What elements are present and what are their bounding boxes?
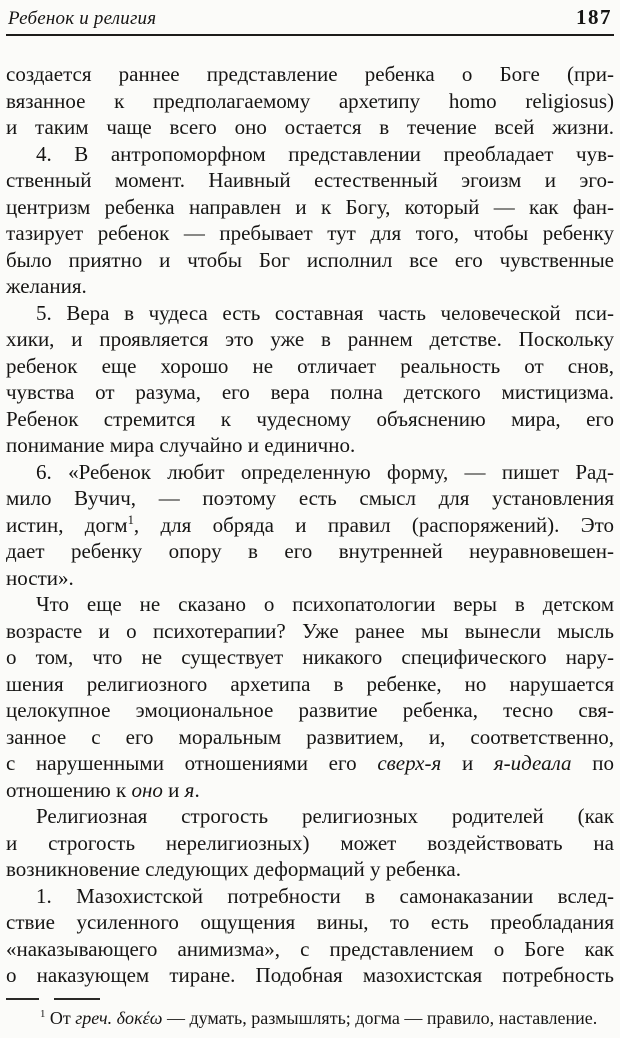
text-line	[6, 459, 614, 486]
page-number: 187	[576, 5, 612, 29]
text-line	[6, 856, 614, 883]
text-segment: хики, и проявляется это уже в раннем детстве. Поскольку	[6, 327, 614, 351]
text-line	[6, 565, 614, 592]
text-segment: я	[184, 777, 195, 802]
text-segment: ствие усиленного ощущения вины, то есть преобладания	[6, 910, 614, 934]
text-segment: Религиозная строгость религиозных родителей (как	[36, 804, 614, 828]
text-segment: с нарушенными отношениями его	[6, 751, 378, 775]
paragraph	[6, 591, 614, 803]
text-segment: шения религиозного архетипа в ребенке, но нарушается	[6, 671, 614, 696]
text-line	[6, 618, 614, 645]
text-segment: и таким чаще всего оно остается в течение всей жизни.	[6, 115, 614, 139]
text-line	[6, 220, 614, 247]
paragraph	[6, 300, 614, 459]
text-segment: .	[194, 777, 200, 802]
text-segment: отношению к	[6, 777, 132, 802]
text-segment: мило Вучич, — поэтому есть смысл для установления	[6, 486, 614, 510]
text-line	[6, 141, 614, 168]
text-segment: было приятно и чтобы Бог исполнил все его чувственные	[6, 247, 614, 272]
text-line	[6, 432, 614, 459]
text-line	[6, 830, 614, 857]
text-segment: истин, догм	[6, 512, 128, 537]
text-line	[6, 644, 614, 671]
text-segment: создается раннее представление ребенка о Боге (при-	[6, 62, 614, 86]
text-segment: — думать, размышлять; догма — правило, наставление.	[162, 1007, 598, 1028]
separator-dash	[54, 998, 100, 1000]
text-segment: тазирует ребенок — пребывает тут для того, чтобы ребенку	[6, 221, 614, 245]
separator-dash	[6, 998, 39, 1000]
text-line	[6, 326, 614, 353]
paragraph	[6, 803, 614, 883]
text-line	[6, 750, 614, 777]
text-line	[6, 353, 614, 380]
text-line	[6, 724, 614, 751]
text-segment: чувства от разума, его вера полна детского мистицизма.	[6, 380, 614, 404]
footnote-text	[6, 1007, 614, 1030]
text-line	[6, 512, 614, 539]
text-line	[6, 936, 614, 963]
text-segment: дает ребенку опору в его внутренней неуравновешен-	[6, 539, 614, 563]
text-line	[6, 591, 614, 618]
text-line	[6, 406, 614, 433]
text-segment: греч.	[75, 1007, 113, 1028]
text-segment: о том, что не существует никакого специфического нару-	[6, 645, 614, 669]
text-line	[6, 485, 614, 512]
text-segment: 1. Мазохистской потребности в самонаказании вслед-	[36, 883, 614, 908]
footnote-marker: 1	[40, 1007, 46, 1020]
text-segment: центризм ребенка направлен и к Богу, который — как фан-	[6, 194, 614, 219]
text-line	[6, 167, 614, 194]
text-segment: по	[571, 751, 614, 775]
text-segment: возникновение следующих деформаций у ребенка.	[6, 857, 461, 881]
text-line	[6, 671, 614, 698]
text-segment: о наказующем тиране. Подобная мазохистская потребность	[6, 963, 614, 987]
paragraph	[6, 141, 614, 300]
footnote-separator	[6, 998, 614, 1000]
text-line	[6, 247, 614, 274]
text-segment: , для обряда и правил (распоряжений). Это	[133, 512, 614, 537]
footnote-area	[6, 998, 614, 1030]
text-segment: δοκέω	[116, 1007, 163, 1028]
text-segment: и	[162, 777, 185, 802]
text-segment: и	[441, 751, 494, 775]
text-line	[6, 883, 614, 910]
text-segment: возрасте и о психотерапии? Уже ранее мы вынесли мысль	[6, 618, 614, 643]
text-segment: занное с его моральным развитием, и, соответственно,	[6, 724, 614, 749]
text-line	[6, 909, 614, 936]
text-line	[6, 777, 614, 804]
text-segment: и строгость нерелигиозных) может воздействовать на	[6, 830, 614, 855]
text-segment: желания.	[6, 274, 87, 298]
text-segment: ности».	[6, 565, 74, 590]
text-segment: От	[45, 1007, 76, 1028]
text-line	[6, 194, 614, 221]
text-line	[6, 697, 614, 724]
page-header	[6, 5, 614, 36]
text-segment: 5. Вера в чудеса есть составная часть человеческой пси-	[36, 300, 614, 325]
paragraph	[6, 61, 614, 141]
text-line	[6, 300, 614, 327]
text-segment: сверх-я	[377, 751, 442, 775]
footnote-marker: 1	[127, 512, 134, 527]
text-segment: я-идеала	[493, 751, 572, 775]
paragraph	[6, 883, 614, 989]
paragraph	[6, 459, 614, 592]
text-segment: вязанное к предполагаемому архетипу homo religiosus)	[6, 88, 614, 113]
text-segment: ственный момент. Наивный естественный эгоизм и эго-	[6, 168, 614, 192]
text-segment: целокупное эмоциональное развитие ребенка, тесно свя-	[6, 698, 614, 722]
text-segment: ребенок еще хорошо не отличает реальность от снов,	[6, 353, 614, 378]
text-line	[6, 88, 614, 115]
text-segment: 6. «Ребенок любит определенную форму, — пишет Рад-	[36, 459, 614, 484]
text-segment: оно	[131, 777, 163, 802]
running-title: Ребенок и религия	[8, 8, 157, 29]
text-segment: Ребенок стремится к чудесному объяснению мира, его	[6, 406, 614, 431]
text-line	[6, 538, 614, 565]
text-segment: Что еще не сказано о психопатологии веры в детском	[36, 592, 614, 616]
text-line	[6, 114, 614, 141]
body-text	[6, 61, 614, 989]
text-segment: «наказывающего анимизма», с представлением о Боге как	[6, 936, 614, 961]
text-line	[6, 61, 614, 88]
text-line	[6, 379, 614, 406]
text-segment: 4. В антропоморфном представлении преобладает чув-	[36, 141, 614, 166]
text-segment: понимание мира случайно и единично.	[6, 433, 356, 457]
text-line	[6, 273, 614, 300]
text-line	[6, 803, 614, 830]
text-line	[6, 962, 614, 989]
